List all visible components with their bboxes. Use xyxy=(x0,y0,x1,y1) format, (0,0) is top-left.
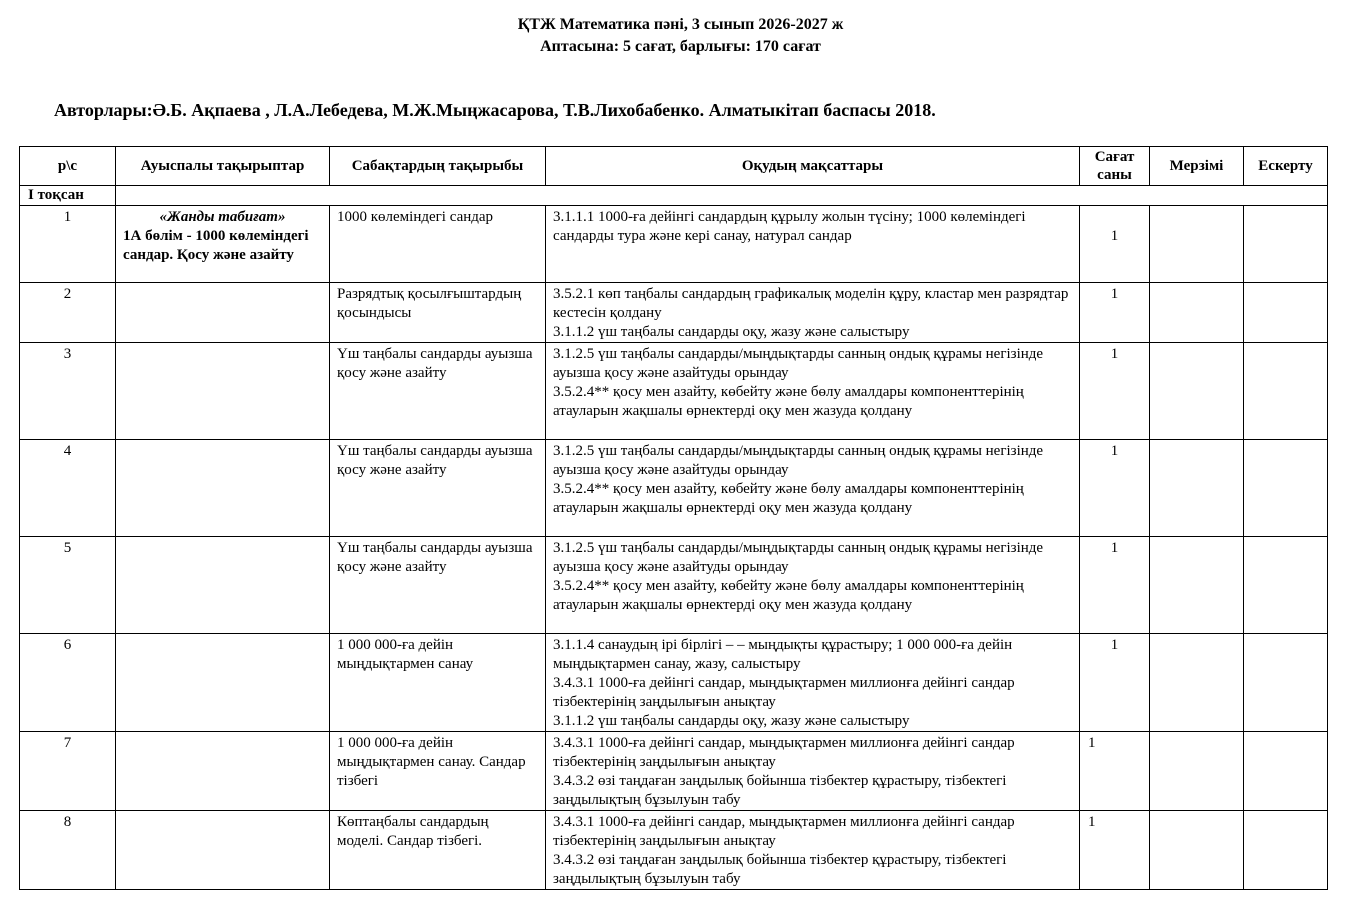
note-cell xyxy=(1244,206,1328,283)
date-cell xyxy=(1150,634,1244,732)
date-cell xyxy=(1150,537,1244,634)
lesson-topic-cell: Үш таңбалы сандарды ауызша қосу және азайту xyxy=(330,440,546,537)
date-cell xyxy=(1150,206,1244,283)
lesson-topic-cell: 1000 көлеміндегі сандар xyxy=(330,206,546,283)
lesson-topic-cell: Үш таңбалы сандарды ауызша қосу және азайту xyxy=(330,343,546,440)
objectives-cell: 3.4.3.1 1000-ға дейінгі сандар, мыңдықтармен миллионға дейінгі сандар тізбектерінің заңдылығын анықтау 3.4.3.2 өзі таңдаған заңдылық бойынша тізбектер құрастыру, тізбектегі заңдылықтың бұзылуын табу xyxy=(546,732,1080,811)
col-header-objectives: Оқудың мақсаттары xyxy=(546,147,1080,186)
authors-line: Авторлары:Ә.Б. Ақпаева , Л.А.Лебедева, М.Ж.Мыңжасарова, Т.В.Лихобабенко. Алматыкітап баспасы 2018. xyxy=(54,100,936,120)
cross-topic-cell xyxy=(116,537,330,634)
table-row xyxy=(20,811,1328,890)
cross-topic-cell xyxy=(116,343,330,440)
quarter-row-empty xyxy=(116,186,1328,206)
lesson-topic-cell: 1 000 000-ға дейін мыңдықтармен санау. Сандар тізбегі xyxy=(330,732,546,811)
hours-cell: 1 xyxy=(1080,537,1150,634)
cross-topic-section: 1А бөлім - 1000 көлеміндегі сандар. Қосу және азайту xyxy=(123,228,309,263)
quarter-label: І тоқсан xyxy=(20,186,116,206)
col-header-date: Мерзімі xyxy=(1150,147,1244,186)
table-row xyxy=(20,537,1328,634)
hours-cell: 1 xyxy=(1080,732,1150,811)
date-cell xyxy=(1150,811,1244,890)
cross-topic-cell xyxy=(116,634,330,732)
note-cell xyxy=(1244,283,1328,343)
row-number: 6 xyxy=(20,634,116,732)
date-cell xyxy=(1150,343,1244,440)
row-number: 5 xyxy=(20,537,116,634)
objectives-cell: 3.1.2.5 үш таңбалы сандарды/мыңдықтарды санның ондық құрамы негізінде ауызша қосу және азайтуды орындау 3.5.2.4** қосу мен азайту, көбейту және бөлу амалдары компоненттерінің атауларын жақшалы өрнектерді оқу мен жазуда қолдану xyxy=(546,440,1080,537)
objectives-cell: 3.1.2.5 үш таңбалы сандарды/мыңдықтарды санның ондық құрамы негізінде ауызша қосу және азайтуды орындау 3.5.2.4** қосу мен азайту, көбейту және бөлу амалдары компоненттерінің атауларын жақшалы өрнектерді оқу мен жазуда қолдану xyxy=(546,537,1080,634)
cross-topic-title: «Жанды табиғат» xyxy=(159,209,286,225)
col-header-lesson-topic: Сабақтардың тақырыбы xyxy=(330,147,546,186)
note-cell xyxy=(1244,343,1328,440)
document-title: ҚТЖ Математика пәні, 3 сынып 2026-2027 ж xyxy=(517,16,844,33)
note-cell xyxy=(1244,811,1328,890)
hours-cell: 1 xyxy=(1080,811,1150,890)
lesson-plan-table xyxy=(19,146,1328,890)
table-row xyxy=(20,343,1328,440)
hours-cell: 1 xyxy=(1080,343,1150,440)
cross-topic-cell xyxy=(116,732,330,811)
row-number: 1 xyxy=(20,206,116,283)
lesson-topic-cell: Үш таңбалы сандарды ауызша қосу және азайту xyxy=(330,537,546,634)
table-header-row xyxy=(20,147,1328,186)
col-header-hours xyxy=(1080,147,1150,186)
col-header-num: р\с xyxy=(20,147,116,186)
table-row xyxy=(20,634,1328,732)
hours-cell: 1 xyxy=(1080,283,1150,343)
note-cell xyxy=(1244,634,1328,732)
col-header-note: Ескерту xyxy=(1244,147,1328,186)
objectives-cell: 3.1.1.4 санаудың ірі бірлігі – – мыңдықты құрастыру; 1 000 000-ға дейін мыңдықтармен санау, жазу, салыстыру 3.4.3.1 1000-ға дейінгі сандар, мыңдықтармен миллионға дейінгі сандар тізбектерінің заңдылығын анықтау 3.1.1.2 үш таңбалы сандарды оқу, жазу және салыстыру xyxy=(546,634,1080,732)
row-number: 7 xyxy=(20,732,116,811)
objectives-cell: 3.5.2.1 көп таңбалы сандардың графикалық моделін құру, кластар мен разрядтар кестесін қолдану 3.1.1.2 үш таңбалы сандарды оқу, жазу және салыстыру xyxy=(546,283,1080,343)
row-number: 3 xyxy=(20,343,116,440)
col-header-hours-line2: саны xyxy=(1097,167,1132,183)
note-cell xyxy=(1244,537,1328,634)
row-number: 4 xyxy=(20,440,116,537)
lesson-topic-cell: Разрядтық қосылғыштардың қосындысы xyxy=(330,283,546,343)
table-row xyxy=(20,732,1328,811)
quarter-row xyxy=(20,186,1328,206)
row-number: 2 xyxy=(20,283,116,343)
hours-cell: 1 xyxy=(1080,634,1150,732)
cross-topic-cell xyxy=(116,283,330,343)
date-cell xyxy=(1150,440,1244,537)
note-cell xyxy=(1244,440,1328,537)
lesson-topic-cell: Көптаңбалы сандардың моделі. Сандар тізбегі. xyxy=(330,811,546,890)
cross-topic-cell xyxy=(116,811,330,890)
objectives-cell: 3.1.1.1 1000-ға дейінгі сандардың құрылу жолын түсіну; 1000 көлеміндегі сандарды тура және кері санау, натурал сандар xyxy=(546,206,1080,283)
objectives-cell: 3.1.2.5 үш таңбалы сандарды/мыңдықтарды санның ондық құрамы негізінде ауызша қосу және азайтуды орындау 3.5.2.4** қосу мен азайту, көбейту және бөлу амалдары компоненттерінің атауларын жақшалы өрнектерді оқу мен жазуда қолдану xyxy=(546,343,1080,440)
note-cell xyxy=(1244,732,1328,811)
cross-topic-cell xyxy=(116,440,330,537)
document-subtitle: Аптасына: 5 сағат, барлығы: 170 сағат xyxy=(540,38,821,55)
table-row xyxy=(20,206,1328,283)
hours-cell: 1 xyxy=(1080,440,1150,537)
table-row xyxy=(20,440,1328,537)
table-row xyxy=(20,283,1328,343)
hours-cell: 1 xyxy=(1080,206,1150,283)
date-cell xyxy=(1150,732,1244,811)
cross-topic-cell xyxy=(116,206,330,283)
col-header-cross-topic: Ауыспалы тақырыптар xyxy=(116,147,330,186)
row-number: 8 xyxy=(20,811,116,890)
lesson-topic-cell: 1 000 000-ға дейін мыңдықтармен санау xyxy=(330,634,546,732)
objectives-cell: 3.4.3.1 1000-ға дейінгі сандар, мыңдықтармен миллионға дейінгі сандар тізбектерінің заңдылығын анықтау 3.4.3.2 өзі таңдаған заңдылық бойынша тізбектер құрастыру, тізбектегі заңдылықтың бұзылуын табу xyxy=(546,811,1080,890)
col-header-hours-line1: Сағат xyxy=(1094,149,1135,165)
date-cell xyxy=(1150,283,1244,343)
